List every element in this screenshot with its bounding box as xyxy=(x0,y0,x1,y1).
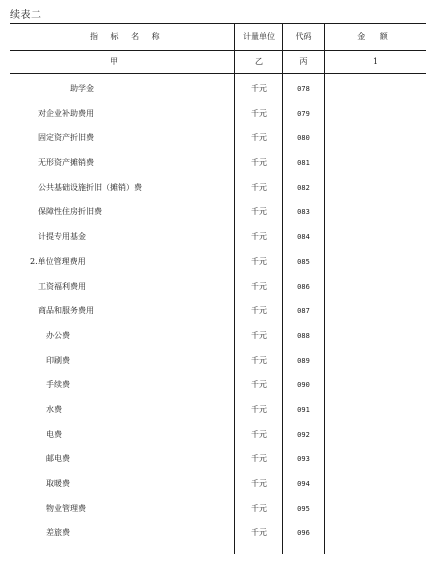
unit-cell: 千元 xyxy=(251,256,267,266)
table-row xyxy=(10,133,426,158)
subheader-unit-key: 乙 xyxy=(255,57,263,66)
indicator-name: 差旅费 xyxy=(46,528,70,538)
table-row xyxy=(10,306,426,331)
indicator-name: 取暖费 xyxy=(46,479,70,488)
unit-cell: 千元 xyxy=(251,528,267,538)
unit-cell: 千元 xyxy=(251,133,267,143)
table-row xyxy=(10,504,426,529)
table-row xyxy=(10,430,426,455)
code-cell: 080 xyxy=(297,134,310,143)
indicator-name: 电费 xyxy=(46,429,62,439)
unit-cell: 千元 xyxy=(251,84,267,93)
code-cell: 092 xyxy=(297,430,310,439)
code-cell: 095 xyxy=(297,504,310,513)
code-cell: 085 xyxy=(297,257,310,266)
indicator-name: 工资福利费用 xyxy=(38,281,86,291)
indicator-name: 水费 xyxy=(46,404,62,414)
statistics-table xyxy=(10,22,426,554)
indicator-name: 公共基础设施折旧（摊销）费 xyxy=(38,182,142,192)
indicator-name: 助学金 xyxy=(70,84,94,93)
code-cell: 093 xyxy=(297,455,310,464)
header-divider xyxy=(10,50,426,51)
unit-cell: 千元 xyxy=(251,306,267,316)
subheader-amount-key: 1 xyxy=(372,57,379,66)
table-row xyxy=(10,282,426,307)
unit-cell: 千元 xyxy=(251,380,267,390)
code-cell: 094 xyxy=(297,480,310,488)
subheader-divider xyxy=(10,73,426,74)
unit-cell: 千元 xyxy=(251,108,267,118)
indicator-name: 计提专用基金 xyxy=(38,232,86,242)
indicator-name: 手续费 xyxy=(46,380,70,390)
table-row xyxy=(10,207,426,232)
indicator-name: 商品和服务费用 xyxy=(38,306,94,316)
indicator-name: 物业管理费 xyxy=(46,503,86,513)
unit-cell: 千元 xyxy=(251,355,267,365)
table-row xyxy=(10,380,426,405)
indicator-name: 固定资产折旧费 xyxy=(38,133,94,143)
code-cell: 091 xyxy=(297,405,310,414)
header-indicator-name: 指 标 名 称 xyxy=(90,32,165,41)
unit-cell: 千元 xyxy=(251,479,267,488)
indicator-name: 办公费 xyxy=(46,330,70,340)
code-cell: 089 xyxy=(297,356,310,365)
indicator-name: 对企业补助费用 xyxy=(38,108,94,118)
table-body xyxy=(10,84,426,553)
code-cell: 090 xyxy=(297,381,310,390)
table-row xyxy=(10,109,426,134)
table-row xyxy=(10,84,426,109)
subheader-name-key: 甲 xyxy=(110,57,118,66)
unit-cell: 千元 xyxy=(251,158,267,168)
table-row xyxy=(10,454,426,479)
header-amount: 金 额 xyxy=(357,32,394,41)
header-code: 代码 xyxy=(295,32,312,41)
indicator-name: 2.单位管理费用 xyxy=(30,256,86,266)
table-row xyxy=(10,405,426,430)
code-cell: 079 xyxy=(297,109,310,118)
unit-cell: 千元 xyxy=(251,232,267,242)
code-cell: 078 xyxy=(297,85,310,93)
continued-table-caption: 续表二 xyxy=(10,10,42,21)
table-top-rule xyxy=(10,23,426,24)
indicator-name: 邮电费 xyxy=(46,454,70,464)
indicator-name: 印刷费 xyxy=(46,355,70,365)
unit-cell: 千元 xyxy=(251,503,267,513)
table-row xyxy=(10,232,426,257)
code-cell: 081 xyxy=(297,159,310,168)
unit-cell: 千元 xyxy=(251,429,267,439)
code-cell: 082 xyxy=(297,183,310,192)
table-row xyxy=(10,183,426,208)
table-row xyxy=(10,528,426,553)
code-cell: 088 xyxy=(297,331,310,340)
unit-cell: 千元 xyxy=(251,404,267,414)
unit-cell: 千元 xyxy=(251,207,267,217)
unit-cell: 千元 xyxy=(251,281,267,291)
header-unit: 计量单位 xyxy=(243,32,275,41)
table-row xyxy=(10,257,426,282)
code-cell: 084 xyxy=(297,233,310,242)
code-cell: 087 xyxy=(297,307,310,316)
unit-cell: 千元 xyxy=(251,454,267,464)
code-cell: 083 xyxy=(297,208,310,217)
indicator-name: 保障性住房折旧费 xyxy=(38,207,102,217)
indicator-name: 无形资产摊销费 xyxy=(38,158,94,168)
unit-cell: 千元 xyxy=(251,330,267,340)
subheader-code-key: 丙 xyxy=(299,57,308,66)
table-row xyxy=(10,356,426,381)
table-row xyxy=(10,479,426,504)
code-cell: 096 xyxy=(297,529,310,538)
unit-cell: 千元 xyxy=(251,182,267,192)
table-row xyxy=(10,331,426,356)
code-cell: 086 xyxy=(297,282,310,291)
table-row xyxy=(10,158,426,183)
